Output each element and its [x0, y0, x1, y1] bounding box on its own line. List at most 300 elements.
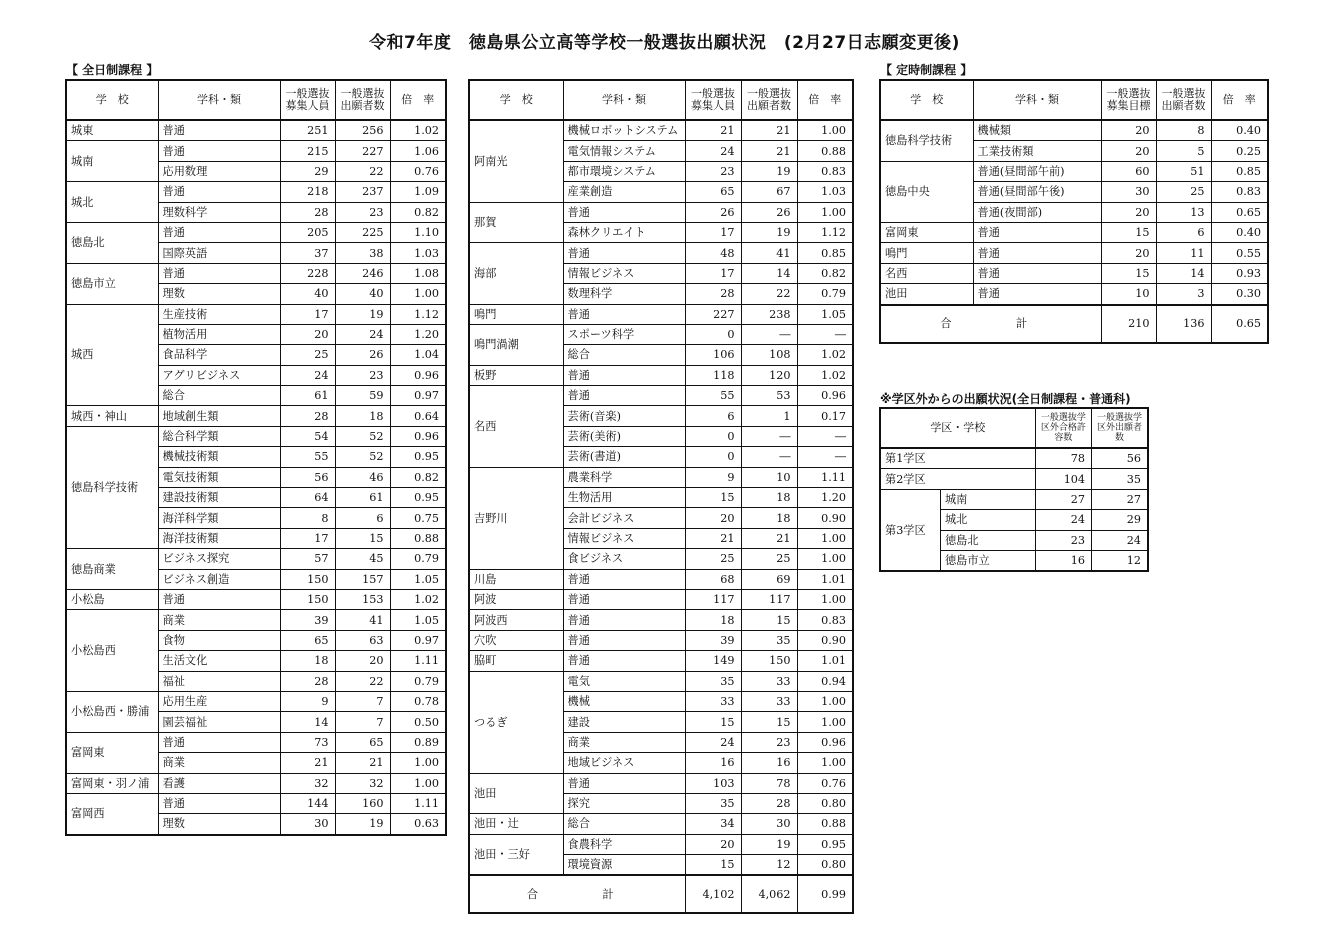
capacity-cell: 64 — [280, 488, 335, 508]
fulltime-table-left — [65, 79, 447, 836]
capacity-cell: 149 — [685, 651, 741, 671]
school-name-cell: 富岡東 — [66, 732, 158, 773]
capacity-cell: 57 — [280, 549, 335, 569]
table-row — [880, 448, 1148, 469]
table-row — [66, 182, 446, 202]
course-cell: 理数科学 — [158, 202, 280, 222]
applicants-cell: 41 — [741, 243, 797, 263]
capacity-cell: 16 — [685, 753, 741, 773]
total-applicants-cell: 136 — [1156, 305, 1211, 343]
course-cell: 電気 — [563, 671, 685, 691]
capacity-cell: 28 — [685, 284, 741, 304]
course-cell: 芸術(書道) — [563, 447, 685, 467]
course-cell: 電気情報システム — [563, 141, 685, 161]
course-cell: 普通 — [563, 569, 685, 589]
course-cell: 普通 — [973, 263, 1101, 283]
applicants-cell: 13 — [1156, 202, 1211, 222]
school-name-cell: 富岡東 — [880, 222, 973, 242]
capacity-cell: 118 — [685, 365, 741, 385]
ratio-cell: 1.04 — [390, 345, 446, 365]
capacity-cell: 21 — [685, 120, 741, 141]
school-name-cell: 海部 — [469, 243, 563, 304]
applicants-cell: 10 — [741, 467, 797, 487]
capacity-cell: 35 — [685, 793, 741, 813]
course-cell: 普通(夜間部) — [973, 202, 1101, 222]
capacity-cell: 35 — [685, 671, 741, 691]
applicants-cell: 26 — [335, 345, 390, 365]
applicants-cell: 160 — [335, 793, 390, 813]
table-row — [469, 834, 853, 854]
course-cell: 普通 — [158, 222, 280, 242]
table-row — [469, 610, 853, 630]
school-name-cell: 阿波 — [469, 589, 563, 609]
capacity-cell: 39 — [685, 630, 741, 650]
ratio-cell: 0.82 — [390, 467, 446, 487]
capacity-cell: 18 — [685, 610, 741, 630]
ratio-cell: 0.96 — [797, 732, 853, 752]
parttime-section-label: 【 定時制課程 】 — [880, 63, 973, 77]
course-cell: 普通 — [563, 386, 685, 406]
applicants-cell: 29 — [1092, 510, 1148, 530]
area-label: 第1学区 — [880, 448, 1035, 469]
course-cell: 食物 — [158, 630, 280, 650]
course-cell: 電気技術類 — [158, 467, 280, 487]
table-row — [66, 793, 446, 813]
school-name-cell: 徳島商業 — [66, 549, 158, 590]
header-applicants: 一般選抜出願者数 — [1156, 80, 1211, 120]
school-name-cell: 鳴門渦潮 — [469, 324, 563, 365]
ratio-cell: 0.90 — [797, 508, 853, 528]
capacity-cell: 9 — [685, 467, 741, 487]
school-cell: 徳島北 — [940, 530, 1035, 550]
course-cell: 生産技術 — [158, 304, 280, 324]
applicants-cell: 22 — [741, 284, 797, 304]
course-cell: 農業科学 — [563, 467, 685, 487]
ratio-cell: 0.78 — [390, 691, 446, 711]
school-name-cell: 小松島 — [66, 589, 158, 609]
ratio-cell: 1.01 — [797, 651, 853, 671]
capacity-cell: 23 — [685, 161, 741, 181]
applicants-cell: 53 — [741, 386, 797, 406]
applicants-cell: 24 — [1092, 530, 1148, 550]
ratio-cell: 1.00 — [797, 691, 853, 711]
applicants-cell: 33 — [741, 671, 797, 691]
header-course: 学科・類 — [973, 80, 1101, 120]
applicants-cell: 19 — [741, 161, 797, 181]
school-name-cell: 富岡東・羽ノ浦 — [66, 773, 158, 793]
table-row — [469, 814, 853, 834]
parttime-table — [879, 79, 1269, 344]
course-cell: 普通 — [563, 304, 685, 324]
capacity-cell: 0 — [685, 324, 741, 344]
applicants-cell: 19 — [741, 834, 797, 854]
course-cell: 普通 — [158, 589, 280, 609]
ratio-cell: 0.25 — [1211, 141, 1268, 161]
capacity-cell: 227 — [685, 304, 741, 324]
capacity-cell: 28 — [280, 406, 335, 426]
course-cell: 普通(昼間部午前) — [973, 161, 1101, 181]
header-area-school: 学区・学校 — [880, 408, 1035, 448]
ratio-cell: 0.82 — [797, 263, 853, 283]
ratio-cell: 1.00 — [797, 120, 853, 141]
applicants-cell: 56 — [1092, 448, 1148, 469]
applicants-cell: 22 — [335, 161, 390, 181]
course-cell: 総合科学類 — [158, 426, 280, 446]
applicants-cell: 11 — [1156, 243, 1211, 263]
ratio-cell: 0.89 — [390, 732, 446, 752]
course-cell: 普通 — [563, 610, 685, 630]
applicants-cell: 22 — [335, 671, 390, 691]
applicants-cell: 150 — [741, 651, 797, 671]
course-cell: 機械 — [563, 691, 685, 711]
ratio-cell: 1.11 — [390, 793, 446, 813]
allowed-cell: 78 — [1035, 448, 1091, 469]
capacity-cell: 73 — [280, 732, 335, 752]
applicants-cell: 12 — [741, 855, 797, 876]
capacity-cell: 48 — [685, 243, 741, 263]
table-row — [880, 469, 1148, 489]
capacity-cell: 106 — [685, 345, 741, 365]
header-applicants: 一般選抜出願者数 — [335, 80, 390, 120]
capacity-cell: 54 — [280, 426, 335, 446]
applicants-cell: 19 — [335, 814, 390, 835]
table-row — [469, 324, 853, 344]
course-cell: 機械技術類 — [158, 447, 280, 467]
applicants-cell: 227 — [335, 141, 390, 161]
ratio-cell: 1.06 — [390, 141, 446, 161]
capacity-cell: 20 — [1101, 243, 1156, 263]
area-label: 第2学区 — [880, 469, 1035, 489]
ratio-cell: 0.94 — [797, 671, 853, 691]
course-cell: 普通 — [158, 732, 280, 752]
ratio-cell: 1.00 — [390, 773, 446, 793]
ratio-cell: 0.79 — [390, 671, 446, 691]
capacity-cell: 20 — [685, 834, 741, 854]
course-cell: 探究 — [563, 793, 685, 813]
table-row — [469, 243, 853, 263]
applicants-cell: 19 — [741, 222, 797, 242]
course-cell: 普通 — [158, 263, 280, 283]
capacity-cell: 15 — [1101, 222, 1156, 242]
course-cell: 福祉 — [158, 671, 280, 691]
capacity-cell: 65 — [685, 182, 741, 202]
ratio-cell: 1.00 — [797, 202, 853, 222]
applicants-cell: 51 — [1156, 161, 1211, 181]
capacity-cell: 17 — [280, 528, 335, 548]
applicants-cell: 46 — [335, 467, 390, 487]
course-cell: 普通 — [563, 589, 685, 609]
ratio-cell: 0.30 — [1211, 284, 1268, 305]
ratio-cell: 1.05 — [390, 569, 446, 589]
ratio-cell: 0.82 — [390, 202, 446, 222]
course-cell: 国際英語 — [158, 243, 280, 263]
course-cell: 普通 — [158, 793, 280, 813]
table-row — [66, 691, 446, 711]
table-row — [66, 263, 446, 283]
ratio-cell: 1.11 — [390, 651, 446, 671]
applicants-cell: 21 — [335, 753, 390, 773]
school-name-cell: 阿南光 — [469, 120, 563, 202]
course-cell: 環境資源 — [563, 855, 685, 876]
school-name-cell: 城北 — [66, 182, 158, 223]
applicants-cell: 63 — [335, 630, 390, 650]
applicants-cell: 3 — [1156, 284, 1211, 305]
school-name-cell: 池田 — [469, 773, 563, 814]
capacity-cell: 24 — [685, 732, 741, 752]
applicants-cell: 32 — [335, 773, 390, 793]
ratio-cell: 1.00 — [390, 284, 446, 304]
ratio-cell: 0.55 — [1211, 243, 1268, 263]
capacity-cell: 37 — [280, 243, 335, 263]
ratio-cell: 1.05 — [390, 610, 446, 630]
applicants-cell: 225 — [335, 222, 390, 242]
total-ratio-cell: 0.99 — [797, 875, 853, 913]
ratio-cell: 0.96 — [390, 365, 446, 385]
course-cell: ビジネス探究 — [158, 549, 280, 569]
course-cell: 普通 — [563, 243, 685, 263]
ratio-cell: 1.03 — [390, 243, 446, 263]
course-cell: 商業 — [158, 610, 280, 630]
capacity-cell: 20 — [1101, 120, 1156, 141]
capacity-cell: 144 — [280, 793, 335, 813]
course-cell: 商業 — [158, 753, 280, 773]
applicants-cell: 35 — [1092, 469, 1148, 489]
ratio-cell: 0.96 — [797, 386, 853, 406]
header-ratio: 倍 率 — [797, 80, 853, 120]
school-name-cell: 徳島市立 — [66, 263, 158, 304]
applicants-cell: 238 — [741, 304, 797, 324]
course-cell: 建設技術類 — [158, 488, 280, 508]
ratio-cell: 1.20 — [797, 488, 853, 508]
ratio-cell: 0.76 — [390, 161, 446, 181]
course-cell: 普通 — [973, 243, 1101, 263]
course-cell: 総合 — [563, 814, 685, 834]
ratio-cell: ― — [797, 447, 853, 467]
course-cell: 理数 — [158, 284, 280, 304]
ratio-cell: 1.12 — [390, 304, 446, 324]
fulltime-section-label: 【 全日制課程 】 — [66, 63, 159, 77]
table-row — [66, 141, 446, 161]
course-cell: 都市環境システム — [563, 161, 685, 181]
table-row — [469, 365, 853, 385]
school-name-cell: 徳島科学技術 — [880, 120, 973, 161]
table-row — [469, 304, 853, 324]
ratio-cell: 1.08 — [390, 263, 446, 283]
capacity-cell: 34 — [685, 814, 741, 834]
ratio-cell: 0.80 — [797, 793, 853, 813]
ratio-cell: 0.85 — [797, 243, 853, 263]
applicants-cell: 20 — [335, 651, 390, 671]
capacity-cell: 55 — [685, 386, 741, 406]
applicants-cell: 6 — [1156, 222, 1211, 242]
course-cell: 普通 — [973, 222, 1101, 242]
table-row — [880, 243, 1268, 263]
school-name-cell: 徳島中央 — [880, 161, 973, 222]
applicants-cell: 16 — [741, 753, 797, 773]
total-capacity-cell: 4,102 — [685, 875, 741, 913]
table-row — [469, 589, 853, 609]
page-title: 令和7年度 徳島県公立高等学校一般選抜出願状況 (2月27日志願変更後) — [369, 33, 960, 53]
ratio-cell: 0.88 — [390, 528, 446, 548]
applicants-cell: 15 — [335, 528, 390, 548]
school-name-cell: 城西 — [66, 304, 158, 406]
ratio-cell: 0.79 — [390, 549, 446, 569]
course-cell: 普通 — [563, 773, 685, 793]
applicants-cell: 5 — [1156, 141, 1211, 161]
total-capacity-cell: 210 — [1101, 305, 1156, 343]
applicants-cell: 6 — [335, 508, 390, 528]
capacity-cell: 60 — [1101, 161, 1156, 181]
ratio-cell: 1.10 — [390, 222, 446, 242]
applicants-cell: 246 — [335, 263, 390, 283]
capacity-cell: 65 — [280, 630, 335, 650]
capacity-cell: 15 — [685, 488, 741, 508]
header-course: 学科・類 — [563, 80, 685, 120]
capacity-cell: 215 — [280, 141, 335, 161]
table-row — [469, 773, 853, 793]
school-name-cell: 城西・神山 — [66, 406, 158, 426]
ratio-cell: 1.00 — [797, 528, 853, 548]
header-school: 学 校 — [469, 80, 563, 120]
school-name-cell: 阿波西 — [469, 610, 563, 630]
header-school: 学 校 — [880, 80, 973, 120]
ratio-cell: 0.83 — [797, 610, 853, 630]
ratio-cell: 1.00 — [797, 753, 853, 773]
ratio-cell: 1.12 — [797, 222, 853, 242]
ratio-cell: 0.83 — [1211, 182, 1268, 202]
applicants-cell: 25 — [1156, 182, 1211, 202]
ratio-cell: 0.50 — [390, 712, 446, 732]
capacity-cell: 24 — [685, 141, 741, 161]
applicants-cell: 25 — [741, 549, 797, 569]
school-name-cell: 板野 — [469, 365, 563, 385]
capacity-cell: 30 — [280, 814, 335, 835]
applicants-cell: 19 — [335, 304, 390, 324]
ratio-cell: 1.00 — [390, 753, 446, 773]
school-name-cell: 富岡西 — [66, 793, 158, 834]
table-row — [66, 120, 446, 141]
header-target: 一般選抜募集目標 — [1101, 80, 1156, 120]
table-row — [469, 569, 853, 589]
capacity-cell: 0 — [685, 426, 741, 446]
course-cell: 数理科学 — [563, 284, 685, 304]
course-cell: 地域創生類 — [158, 406, 280, 426]
course-cell: アグリビジネス — [158, 365, 280, 385]
capacity-cell: 0 — [685, 447, 741, 467]
applicants-cell: 23 — [335, 365, 390, 385]
applicants-cell: 15 — [741, 610, 797, 630]
table-row — [469, 120, 853, 141]
applicants-cell: 24 — [335, 324, 390, 344]
capacity-cell: 20 — [685, 508, 741, 528]
applicants-cell: 12 — [1092, 550, 1148, 571]
course-cell: 園芸福祉 — [158, 712, 280, 732]
area-label: 第3学区 — [880, 489, 940, 571]
capacity-cell: 20 — [1101, 202, 1156, 222]
course-cell: 建設 — [563, 712, 685, 732]
table-row — [469, 202, 853, 222]
applicants-cell: 108 — [741, 345, 797, 365]
course-cell: 情報ビジネス — [563, 528, 685, 548]
table-row — [880, 161, 1268, 181]
school-cell: 城北 — [940, 510, 1035, 530]
table-row — [66, 549, 446, 569]
school-name-cell: 名西 — [469, 386, 563, 468]
ratio-cell: 0.65 — [1211, 202, 1268, 222]
ratio-cell: 0.97 — [390, 630, 446, 650]
school-name-cell: つるぎ — [469, 671, 563, 773]
course-cell: 会計ビジネス — [563, 508, 685, 528]
school-name-cell: 吉野川 — [469, 467, 563, 569]
allowed-cell: 27 — [1035, 489, 1091, 509]
ratio-cell: 1.00 — [797, 549, 853, 569]
capacity-cell: 39 — [280, 610, 335, 630]
applicants-cell: 26 — [741, 202, 797, 222]
ratio-cell: 1.09 — [390, 182, 446, 202]
capacity-cell: 40 — [280, 284, 335, 304]
applicants-cell: 21 — [741, 528, 797, 548]
applicants-cell: 52 — [335, 426, 390, 446]
table-row — [880, 489, 1148, 509]
capacity-cell: 68 — [685, 569, 741, 589]
applicants-cell: 153 — [335, 589, 390, 609]
table-row — [66, 406, 446, 426]
table-row — [880, 284, 1268, 305]
applicants-cell: 14 — [1156, 263, 1211, 283]
total-ratio-cell: 0.65 — [1211, 305, 1268, 343]
table-row — [469, 671, 853, 691]
capacity-cell: 61 — [280, 386, 335, 406]
school-name-cell: 小松島西 — [66, 610, 158, 692]
applicants-cell: 52 — [335, 447, 390, 467]
applicants-cell: 35 — [741, 630, 797, 650]
capacity-cell: 10 — [1101, 284, 1156, 305]
ratio-cell: 1.02 — [390, 589, 446, 609]
ratio-cell: 1.20 — [390, 324, 446, 344]
course-cell: 普通(昼間部午後) — [973, 182, 1101, 202]
applicants-cell: 33 — [741, 691, 797, 711]
school-name-cell: 脇町 — [469, 651, 563, 671]
ratio-cell: 0.80 — [797, 855, 853, 876]
course-cell: 植物活用 — [158, 324, 280, 344]
applicants-cell: ― — [741, 447, 797, 467]
header-outside-applicants: 一般選抜学区外出願者数 — [1092, 408, 1148, 448]
capacity-cell: 6 — [685, 406, 741, 426]
total-label: 合 計 — [880, 305, 1101, 343]
table-row — [469, 651, 853, 671]
course-cell: 理数 — [158, 814, 280, 835]
ratio-cell: ― — [797, 426, 853, 446]
capacity-cell: 32 — [280, 773, 335, 793]
header-ratio: 倍 率 — [1211, 80, 1268, 120]
ratio-cell: 1.00 — [797, 712, 853, 732]
applicants-cell: 61 — [335, 488, 390, 508]
course-cell: 普通 — [563, 630, 685, 650]
capacity-cell: 117 — [685, 589, 741, 609]
ratio-cell: 1.00 — [797, 589, 853, 609]
school-name-cell: 那賀 — [469, 202, 563, 243]
ratio-cell: 1.02 — [390, 120, 446, 141]
school-cell: 徳島市立 — [940, 550, 1035, 571]
course-cell: 普通 — [158, 141, 280, 161]
applicants-cell: ― — [741, 324, 797, 344]
capacity-cell: 26 — [685, 202, 741, 222]
course-cell: 普通 — [158, 120, 280, 141]
capacity-cell: 17 — [685, 222, 741, 242]
ratio-cell: ― — [797, 324, 853, 344]
capacity-cell: 150 — [280, 569, 335, 589]
course-cell: 機械類 — [973, 120, 1101, 141]
